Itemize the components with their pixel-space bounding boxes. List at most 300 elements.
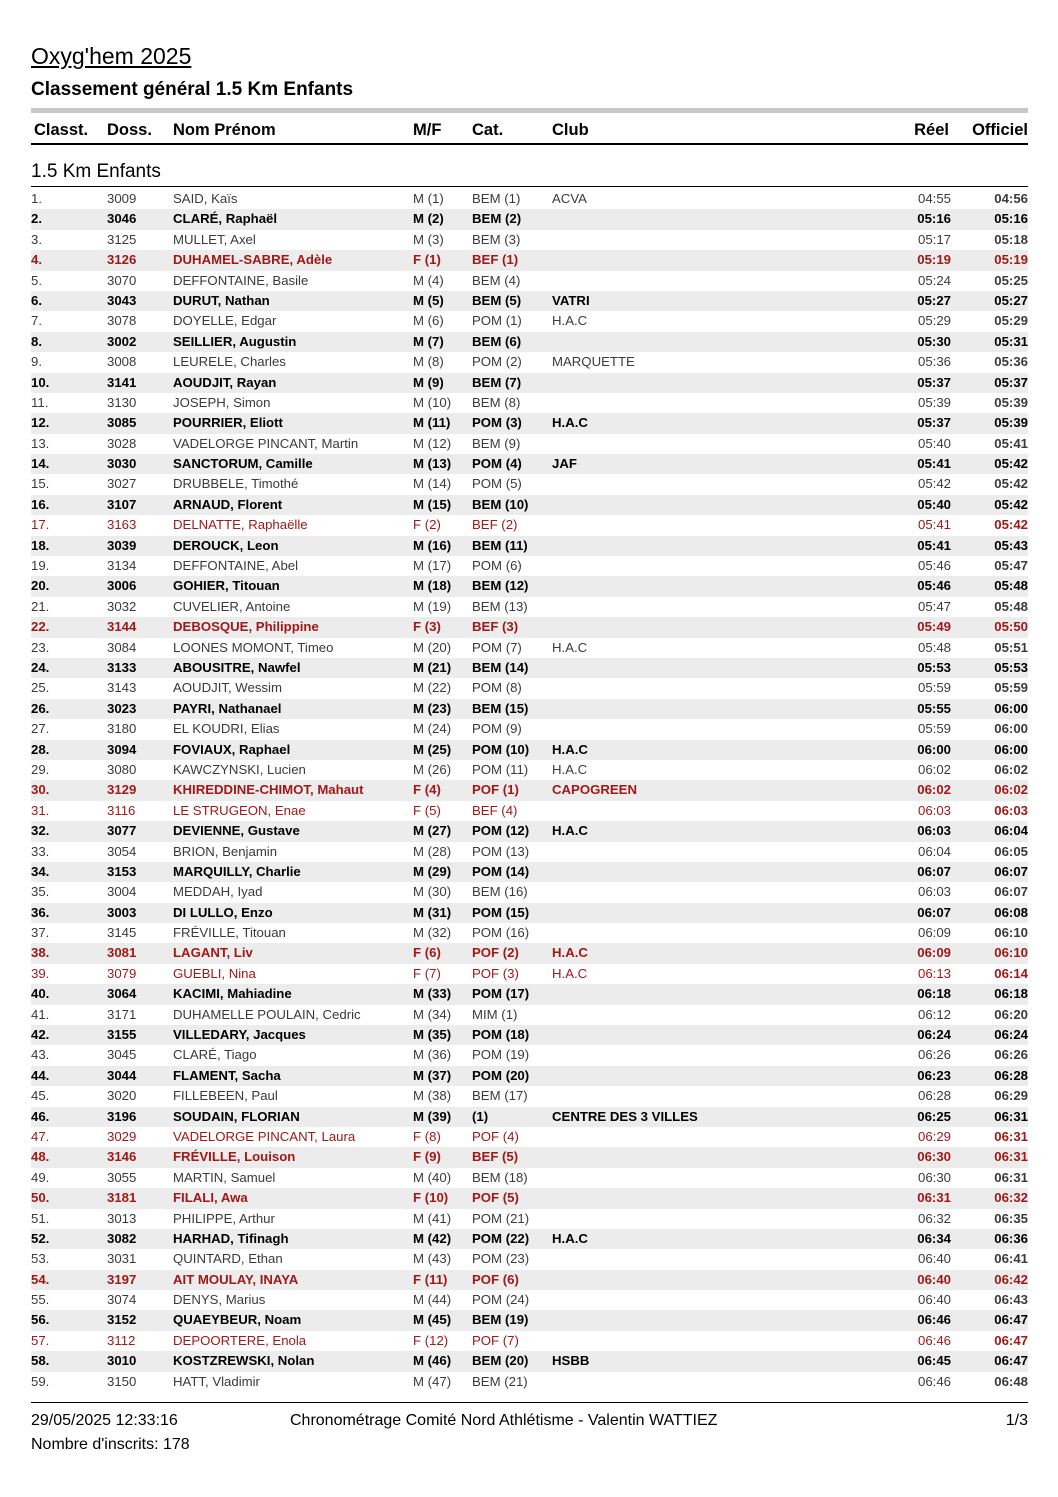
cell-official-time: 04:56 — [994, 191, 1028, 206]
cell-name: VILLEDARY, Jacques — [173, 1027, 306, 1043]
cell-club: H.A.C — [552, 965, 588, 981]
cell-gender: F (11) — [413, 1271, 448, 1287]
cell-gender: F (10) — [413, 1190, 449, 1206]
cell-rank: 42. — [31, 1027, 50, 1043]
cell-gender: M (6) — [413, 313, 444, 329]
cell-club: H.A.C — [552, 639, 588, 655]
cell-name: LE STRUGEON, Enae — [173, 802, 306, 818]
table-row — [31, 597, 1028, 617]
cell-name: PHILIPPE, Arthur — [173, 1210, 275, 1226]
table-row — [31, 373, 1028, 393]
cell-category: BEM (16) — [472, 884, 528, 900]
cell-official-time: 06:36 — [994, 1230, 1028, 1246]
cell-gender: F (12) — [413, 1332, 449, 1348]
cell-gender: M (34) — [413, 1006, 452, 1022]
cell-bib: 3171 — [107, 1006, 137, 1022]
cell-name: CUVELIER, Antoine — [173, 598, 291, 614]
cell-bib: 3085 — [107, 415, 137, 431]
cell-bib: 3006 — [107, 578, 137, 594]
cell-rank: 55. — [31, 1292, 50, 1308]
cell-rank: 31. — [31, 802, 50, 818]
cell-rank: 36. — [31, 904, 50, 920]
cell-name: GOHIER, Titouan — [173, 578, 280, 594]
cell-category: BEM (3) — [472, 231, 521, 247]
cell-bib: 3130 — [107, 394, 137, 410]
header-official-time: Officiel — [972, 121, 1028, 139]
cell-rank: 13. — [31, 435, 50, 451]
cell-club: CENTRE DES 3 VILLES — [552, 1108, 698, 1124]
cell-official-time: 05:16 — [994, 211, 1028, 227]
cell-bib: 3004 — [107, 884, 137, 900]
cell-rank: 8. — [31, 333, 42, 349]
cell-category: BEF (3) — [472, 619, 519, 635]
cell-official-time: 06:31 — [994, 1169, 1028, 1185]
table-row — [31, 1188, 1028, 1208]
cell-rank: 49. — [31, 1169, 50, 1185]
cell-gender: F (9) — [413, 1149, 441, 1165]
header-club: Club — [552, 121, 589, 139]
cell-bib: 3046 — [107, 211, 137, 227]
cell-name: DEVIENNE, Gustave — [173, 823, 300, 839]
cell-category: POF (1) — [472, 782, 519, 798]
cell-real-time: 05:24 — [917, 272, 951, 288]
table-row — [31, 1290, 1028, 1310]
cell-club: H.A.C — [552, 415, 588, 431]
cell-gender: F (7) — [413, 965, 441, 981]
cell-gender: M (36) — [413, 1047, 452, 1063]
cell-category: BEM (5) — [472, 292, 522, 308]
cell-bib: 3126 — [107, 252, 137, 268]
cell-real-time: 05:40 — [917, 496, 951, 512]
cell-name: DEPOORTERE, Enola — [173, 1332, 307, 1348]
cell-rank: 46. — [31, 1108, 50, 1124]
table-row — [31, 1270, 1028, 1290]
cell-name: FILLEBEEN, Paul — [173, 1088, 278, 1104]
cell-category: POM (17) — [472, 986, 530, 1002]
header-bib: Doss. — [107, 121, 152, 139]
cell-real-time: 05:27 — [917, 292, 951, 308]
table-row — [31, 617, 1028, 637]
cell-official-time: 06:32 — [994, 1190, 1028, 1206]
footer-datetime: 29/05/2025 12:33:16 — [31, 1412, 178, 1429]
table-row — [31, 842, 1028, 862]
cell-real-time: 06:40 — [917, 1271, 951, 1287]
cell-official-time: 05:41 — [994, 435, 1028, 451]
table-row — [31, 1066, 1028, 1086]
cell-official-time: 06:47 — [994, 1353, 1028, 1369]
cell-gender: M (43) — [413, 1251, 452, 1267]
cell-rank: 47. — [31, 1128, 50, 1144]
cell-category: POM (7) — [472, 639, 522, 655]
cell-rank: 21. — [31, 598, 50, 614]
cell-rank: 2. — [31, 211, 42, 227]
cell-real-time: 06:34 — [917, 1230, 951, 1246]
results-table — [31, 189, 1028, 1392]
table-row — [31, 1249, 1028, 1269]
table-row — [31, 250, 1028, 270]
cell-name: QUINTARD, Ethan — [173, 1251, 283, 1267]
cell-real-time: 06:09 — [917, 945, 951, 961]
table-row — [31, 209, 1028, 229]
cell-rank: 25. — [31, 680, 50, 696]
cell-rank: 57. — [31, 1332, 50, 1348]
cell-bib: 3031 — [107, 1251, 137, 1267]
table-row — [31, 454, 1028, 474]
header-name: Nom Prénom — [173, 121, 276, 139]
cell-rank: 5. — [31, 272, 42, 288]
cell-gender: F (3) — [413, 619, 441, 635]
table-row — [31, 984, 1028, 1004]
cell-category: BEM (12) — [472, 578, 529, 594]
cell-category: MIM (1) — [472, 1006, 518, 1022]
cell-real-time: 05:19 — [917, 252, 951, 268]
cell-rank: 54. — [31, 1271, 50, 1287]
cell-name: KACIMI, Mahiadine — [173, 986, 292, 1002]
table-row — [31, 495, 1028, 515]
cell-bib: 3133 — [107, 659, 137, 675]
cell-category: POM (9) — [472, 721, 522, 737]
cell-name: JOSEPH, Simon — [173, 394, 271, 410]
cell-real-time: 06:40 — [917, 1251, 951, 1267]
cell-category: BEM (10) — [472, 496, 529, 512]
cell-rank: 41. — [31, 1006, 50, 1022]
cell-name: MULLET, Axel — [173, 231, 256, 247]
cell-official-time: 06:20 — [994, 1006, 1028, 1022]
cell-official-time: 06:04 — [994, 823, 1028, 839]
cell-bib: 3081 — [107, 945, 137, 961]
cell-gender: M (23) — [413, 700, 452, 716]
cell-category: BEM (13) — [472, 598, 528, 614]
cell-name: FLAMENT, Sacha — [173, 1067, 281, 1083]
cell-category: BEM (14) — [472, 659, 529, 675]
cell-gender: F (4) — [413, 782, 441, 798]
cell-name: DEBOSQUE, Philippine — [173, 619, 319, 635]
header-rank: Classt. — [34, 121, 89, 139]
cell-name: AIT MOULAY, INAYA — [173, 1271, 299, 1287]
cell-official-time: 06:47 — [994, 1332, 1028, 1348]
cell-rank: 22. — [31, 619, 50, 635]
cell-name: DRUBBELE, Timothé — [173, 476, 299, 492]
document-title: Oxyg'hem 2025 — [31, 43, 192, 69]
cell-name: DURUT, Nathan — [173, 292, 270, 308]
cell-category: POM (22) — [472, 1230, 530, 1246]
section-title: 1.5 Km Enfants — [31, 161, 161, 182]
cell-real-time: 05:41 — [917, 517, 951, 533]
table-row — [31, 1127, 1028, 1147]
cell-official-time: 06:41 — [994, 1251, 1028, 1267]
cell-rank: 58. — [31, 1353, 50, 1369]
cell-gender: M (11) — [413, 415, 451, 431]
cell-name: PAYRI, Nathanael — [173, 700, 282, 716]
cell-real-time: 04:55 — [917, 191, 951, 206]
header-underline — [31, 143, 1028, 145]
cell-official-time: 05:42 — [994, 496, 1028, 512]
cell-official-time: 06:31 — [994, 1149, 1028, 1165]
cell-bib: 3070 — [107, 272, 137, 288]
cell-rank: 53. — [31, 1251, 50, 1267]
cell-rank: 32. — [31, 823, 50, 839]
cell-official-time: 05:48 — [994, 598, 1028, 614]
cell-real-time: 06:00 — [917, 741, 951, 757]
cell-category: POM (5) — [472, 476, 522, 492]
table-row — [31, 801, 1028, 821]
table-row — [31, 1147, 1028, 1167]
cell-category: (1) — [472, 1108, 489, 1124]
table-row — [31, 943, 1028, 963]
cell-name: HARHAD, Tifinagh — [173, 1230, 289, 1246]
cell-rank: 4. — [31, 252, 42, 268]
header-gender: M/F — [413, 121, 442, 139]
cell-rank: 17. — [31, 517, 50, 533]
cell-bib: 3112 — [107, 1332, 136, 1348]
cell-bib: 3080 — [107, 761, 137, 777]
cell-rank: 28. — [31, 741, 50, 757]
cell-official-time: 05:48 — [994, 578, 1028, 594]
cell-rank: 29. — [31, 761, 50, 777]
cell-bib: 3180 — [107, 721, 137, 737]
cell-real-time: 06:12 — [917, 1006, 951, 1022]
cell-name: VADELORGE PINCANT, Martin — [173, 435, 359, 451]
cell-name: SEILLIER, Augustin — [173, 333, 297, 349]
cell-gender: F (6) — [413, 945, 441, 961]
cell-rank: 14. — [31, 456, 50, 472]
cell-bib: 3013 — [107, 1210, 137, 1226]
cell-gender: M (35) — [413, 1027, 452, 1043]
table-row — [31, 1045, 1028, 1065]
cell-official-time: 06:05 — [994, 843, 1028, 859]
footer-divider — [31, 1402, 1028, 1403]
cell-official-time: 05:42 — [994, 456, 1028, 472]
cell-gender: M (20) — [413, 639, 452, 655]
cell-official-time: 05:18 — [994, 231, 1028, 247]
cell-bib: 3152 — [107, 1312, 137, 1328]
table-row — [31, 230, 1028, 250]
cell-bib: 3145 — [107, 925, 137, 941]
cell-name: DELNATTE, Raphaëlle — [173, 517, 308, 533]
cell-real-time: 06:03 — [917, 802, 951, 818]
table-row — [31, 1168, 1028, 1188]
cell-category: POM (19) — [472, 1047, 530, 1063]
cell-official-time: 05:29 — [994, 313, 1028, 329]
table-row — [31, 413, 1028, 433]
cell-rank: 9. — [31, 354, 42, 370]
cell-category: BEM (9) — [472, 435, 521, 451]
cell-bib: 3107 — [107, 496, 137, 512]
cell-name: AOUDJIT, Wessim — [173, 680, 282, 696]
cell-rank: 37. — [31, 925, 50, 941]
cell-club: H.A.C — [552, 741, 588, 757]
cell-bib: 3143 — [107, 680, 137, 696]
cell-real-time: 05:40 — [917, 435, 951, 451]
table-row — [31, 658, 1028, 678]
cell-gender: M (46) — [413, 1353, 452, 1369]
cell-name: EL KOUDRI, Elias — [173, 721, 280, 737]
table-row — [31, 1229, 1028, 1249]
cell-real-time: 06:24 — [917, 1027, 951, 1043]
table-row — [31, 638, 1028, 658]
cell-category: POM (24) — [472, 1292, 530, 1308]
cell-official-time: 06:07 — [994, 884, 1028, 900]
cell-official-time: 06:14 — [994, 965, 1028, 981]
cell-category: POM (4) — [472, 456, 522, 472]
cell-official-time: 05:42 — [994, 476, 1028, 492]
cell-real-time: 05:37 — [917, 415, 951, 431]
cell-gender: M (25) — [413, 741, 452, 757]
cell-real-time: 05:49 — [917, 619, 951, 635]
cell-name: DEROUCK, Leon — [173, 537, 279, 553]
cell-bib: 3023 — [107, 700, 137, 716]
cell-official-time: 06:35 — [994, 1210, 1028, 1226]
cell-bib: 3074 — [107, 1292, 137, 1308]
cell-official-time: 06:08 — [994, 904, 1028, 920]
cell-official-time: 06:07 — [994, 863, 1028, 879]
cell-name: VADELORGE PINCANT, Laura — [173, 1128, 356, 1144]
cell-gender: M (31) — [413, 904, 452, 920]
table-row — [31, 332, 1028, 352]
table-row — [31, 699, 1028, 719]
cell-real-time: 06:29 — [917, 1128, 951, 1144]
table-row — [31, 189, 1028, 209]
cell-rank: 19. — [31, 558, 50, 574]
cell-category: BEM (11) — [472, 537, 528, 553]
cell-gender: M (30) — [413, 884, 452, 900]
cell-rank: 16. — [31, 496, 50, 512]
cell-rank: 27. — [31, 721, 50, 737]
cell-name: KAWCZYNSKI, Lucien — [173, 761, 306, 777]
cell-name: MARTIN, Samuel — [173, 1169, 276, 1185]
cell-gender: M (47) — [413, 1373, 452, 1389]
cell-category: BEM (17) — [472, 1088, 528, 1104]
cell-name: FRÉVILLE, Titouan — [173, 925, 286, 941]
cell-name: POURRIER, Eliott — [173, 415, 283, 431]
cell-real-time: 06:46 — [917, 1312, 951, 1328]
cell-gender: M (27) — [413, 823, 452, 839]
cell-category: POF (6) — [472, 1271, 519, 1287]
cell-real-time: 06:09 — [917, 925, 951, 941]
cell-official-time: 05:59 — [994, 680, 1028, 696]
cell-gender: M (5) — [413, 292, 444, 308]
cell-gender: F (2) — [413, 517, 441, 533]
cell-rank: 23. — [31, 639, 50, 655]
cell-gender: M (44) — [413, 1292, 452, 1308]
table-row — [31, 964, 1028, 984]
table-row — [31, 1372, 1028, 1392]
cell-bib: 3079 — [107, 965, 137, 981]
cell-real-time: 05:59 — [917, 721, 951, 737]
cell-official-time: 06:00 — [994, 721, 1028, 737]
document-subtitle: Classement général 1.5 Km Enfants — [31, 79, 354, 100]
cell-rank: 7. — [31, 313, 42, 329]
cell-official-time: 05:25 — [994, 272, 1028, 288]
cell-official-time: 05:39 — [994, 394, 1028, 410]
cell-category: POM (13) — [472, 843, 530, 859]
cell-bib: 3155 — [107, 1027, 137, 1043]
cell-name: FILALI, Awa — [173, 1190, 248, 1206]
cell-rank: 44. — [31, 1067, 50, 1083]
cell-name: MEDDAH, Iyad — [173, 884, 263, 900]
cell-official-time: 06:29 — [994, 1088, 1028, 1104]
cell-bib: 3008 — [107, 354, 137, 370]
section-underline — [31, 186, 1028, 187]
cell-name: CLARÉ, Raphaël — [173, 211, 278, 227]
cell-official-time: 06:28 — [994, 1067, 1028, 1083]
cell-category: POM (12) — [472, 823, 530, 839]
cell-real-time: 05:30 — [917, 333, 951, 349]
cell-bib: 3039 — [107, 537, 137, 553]
cell-real-time: 06:13 — [917, 965, 951, 981]
table-row — [31, 719, 1028, 739]
cell-rank: 30. — [31, 782, 50, 798]
cell-rank: 43. — [31, 1047, 50, 1063]
cell-bib: 3084 — [107, 639, 137, 655]
table-row — [31, 1351, 1028, 1371]
cell-gender: M (17) — [413, 558, 452, 574]
table-row — [31, 903, 1028, 923]
cell-gender: M (3) — [413, 231, 444, 247]
cell-category: POF (4) — [472, 1128, 519, 1144]
cell-name: FRÉVILLE, Louison — [173, 1149, 296, 1165]
cell-real-time: 06:03 — [917, 823, 951, 839]
cell-name: HATT, Vladimir — [173, 1373, 260, 1389]
cell-gender: M (21) — [413, 659, 452, 675]
cell-gender: M (19) — [413, 598, 452, 614]
cell-bib: 3144 — [107, 619, 137, 635]
footer-registrants: Nombre d'inscrits: 178 — [31, 1436, 190, 1453]
table-row — [31, 536, 1028, 556]
cell-rank: 10. — [31, 374, 50, 390]
cell-category: POM (23) — [472, 1251, 530, 1267]
cell-bib: 3055 — [107, 1169, 137, 1185]
cell-official-time: 06:02 — [994, 782, 1028, 798]
cell-category: BEM (2) — [472, 211, 522, 227]
cell-official-time: 05:39 — [994, 415, 1028, 431]
cell-category: POM (3) — [472, 415, 522, 431]
cell-gender: M (32) — [413, 925, 452, 941]
footer-credit: Chronométrage Comité Nord Athlétisme - Valentin WATTIEZ — [290, 1412, 718, 1429]
table-row — [31, 311, 1028, 331]
cell-name: CLARÉ, Tiago — [173, 1047, 257, 1063]
cell-bib: 3032 — [107, 598, 137, 614]
cell-real-time: 06:07 — [917, 863, 951, 879]
table-row — [31, 393, 1028, 413]
cell-gender: M (45) — [413, 1312, 452, 1328]
table-row — [31, 1310, 1028, 1330]
cell-gender: M (15) — [413, 496, 452, 512]
table-row — [31, 760, 1028, 780]
cell-bib: 3027 — [107, 476, 137, 492]
cell-real-time: 06:18 — [917, 986, 951, 1002]
cell-category: POF (7) — [472, 1332, 519, 1348]
cell-gender: M (24) — [413, 721, 452, 737]
cell-rank: 20. — [31, 578, 50, 594]
cell-category: BEM (1) — [472, 191, 521, 206]
cell-gender: M (2) — [413, 211, 444, 227]
cell-name: DENYS, Marius — [173, 1292, 266, 1308]
cell-bib: 3082 — [107, 1230, 137, 1246]
header-category: Cat. — [472, 121, 504, 139]
cell-club: CAPOGREEN — [552, 782, 637, 798]
cell-gender: M (41) — [413, 1210, 452, 1226]
cell-official-time: 05:53 — [994, 659, 1028, 675]
table-row — [31, 352, 1028, 372]
cell-gender: F (8) — [413, 1128, 441, 1144]
cell-real-time: 05:47 — [917, 598, 951, 614]
cell-gender: M (12) — [413, 435, 452, 451]
cell-official-time: 06:18 — [994, 986, 1028, 1002]
cell-real-time: 05:17 — [917, 231, 951, 247]
cell-bib: 3163 — [107, 517, 137, 533]
cell-rank: 48. — [31, 1149, 50, 1165]
